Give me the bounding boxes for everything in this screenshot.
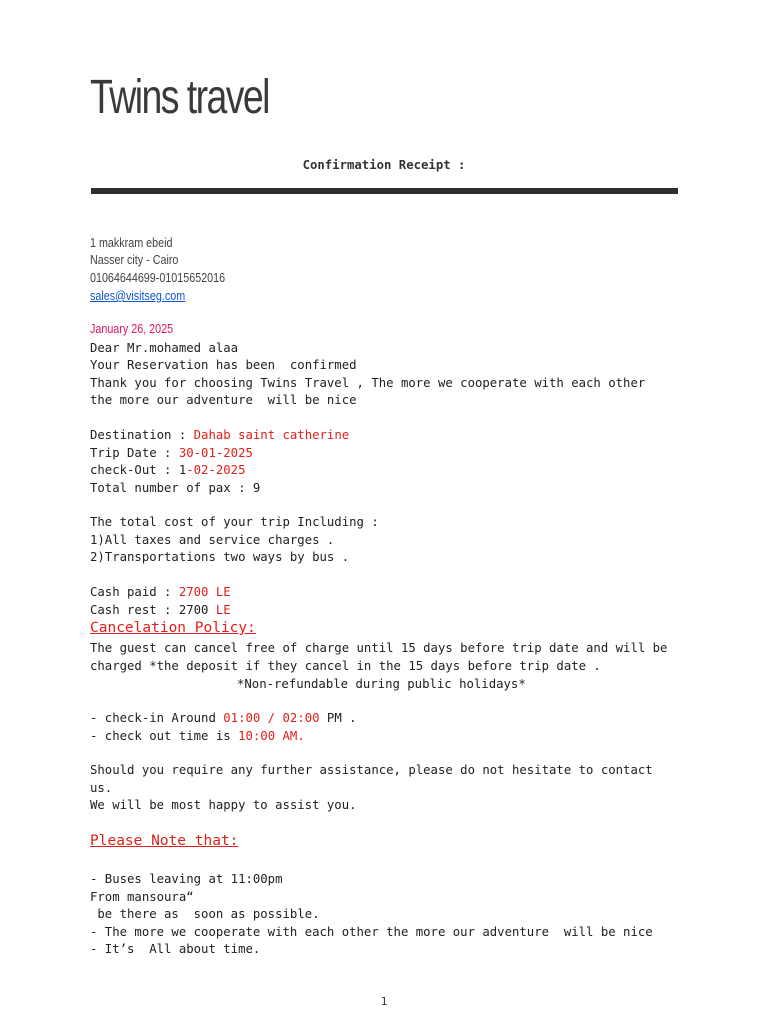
checkout-time-suffix: . — [297, 729, 305, 743]
policy-line-3: *Non-refundable during public holidays* — [237, 677, 526, 691]
trip-date-label: Trip Date : — [90, 446, 179, 460]
cash-paid-row — [90, 584, 231, 602]
checkin-value: 01:00 / 02:00 — [223, 711, 320, 725]
checkin-row — [90, 710, 357, 728]
confirmation-text: Your Reservation has been confirmed — [90, 358, 357, 372]
policy-line-1: The guest can cancel free of charge until 15 days before trip date and will be — [90, 641, 668, 655]
trip-date-value: 30-01-2025 — [178, 446, 253, 460]
cash-rest-unit: LE — [215, 603, 231, 617]
note-line-5: - It’s All about time. — [90, 942, 261, 956]
destination-value: Dahab saint catherine — [193, 428, 350, 442]
assistance-line-2: us. — [90, 781, 113, 795]
trip-date-row — [90, 445, 253, 463]
note-line-4: - The more we cooperate with each other the more our adventure will be nice — [90, 925, 653, 939]
note-line-2: From mansoura“ — [90, 890, 194, 904]
address-line-1: 1 makkram ebeid — [90, 236, 173, 250]
pax-row: Total number of pax : 9 — [90, 481, 261, 495]
checkout-time-row — [90, 728, 305, 746]
cost-item-2: 2)Transportations two ways by bus . — [90, 550, 350, 564]
cash-rest-row — [90, 602, 231, 620]
address-line-2: Nasser city - Cairo — [90, 253, 179, 267]
policy-line-2: charged *the deposit if they cancel in the 15 days before trip date . — [90, 659, 601, 673]
checkout-time-value: 10:00 AM — [238, 729, 298, 743]
note-line-3: be there as soon as possible. — [90, 907, 320, 921]
cash-paid-label: Cash paid : — [90, 585, 179, 599]
greeting: Dear Mr.mohamed alaa — [90, 341, 239, 355]
cash-paid-value: 2700 LE — [178, 585, 231, 599]
destination-row — [90, 427, 349, 445]
thanks-line-2: the more our adventure will be nice — [90, 393, 357, 407]
checkout-row — [90, 462, 245, 480]
company-title: Twins travel — [90, 71, 269, 124]
cost-item-1: 1)All taxes and service charges . — [90, 533, 335, 547]
note-line-1: - Buses leaving at 11:00pm — [90, 872, 283, 886]
email-row — [90, 289, 185, 303]
checkin-label: - check-in Around — [90, 711, 224, 725]
cancelation-policy-heading: Cancelation Policy: — [90, 620, 256, 636]
email-link[interactable]: sales@visitseg.com — [90, 289, 186, 303]
phone-numbers: 01064644699-01015652016 — [90, 271, 226, 285]
please-note-heading: Please Note that: — [90, 833, 239, 849]
checkout-time-label: - check out time is — [90, 729, 239, 743]
cost-intro: The total cost of your trip Including : — [90, 515, 379, 529]
cash-rest-label: Cash rest : 2700 — [90, 603, 216, 617]
checkout-value-day: 1 — [178, 463, 187, 477]
checkout-label: check-Out : — [90, 463, 179, 477]
page-number: 1 — [380, 995, 388, 1008]
checkin-suffix: PM . — [319, 711, 357, 725]
destination-label: Destination : — [90, 428, 194, 442]
assistance-line-1: Should you require any further assistance, please do not hesitate to contact — [90, 763, 653, 777]
checkout-value-rest: -02-2025 — [186, 463, 246, 477]
header-divider — [91, 188, 678, 194]
thanks-line-1: Thank you for choosing Twins Travel , The more we cooperate with each other — [90, 376, 646, 390]
receipt-title: Confirmation Receipt : — [302, 158, 466, 172]
letter-date: January 26, 2025 — [90, 322, 174, 336]
assistance-line-3: We will be most happy to assist you. — [90, 798, 357, 812]
